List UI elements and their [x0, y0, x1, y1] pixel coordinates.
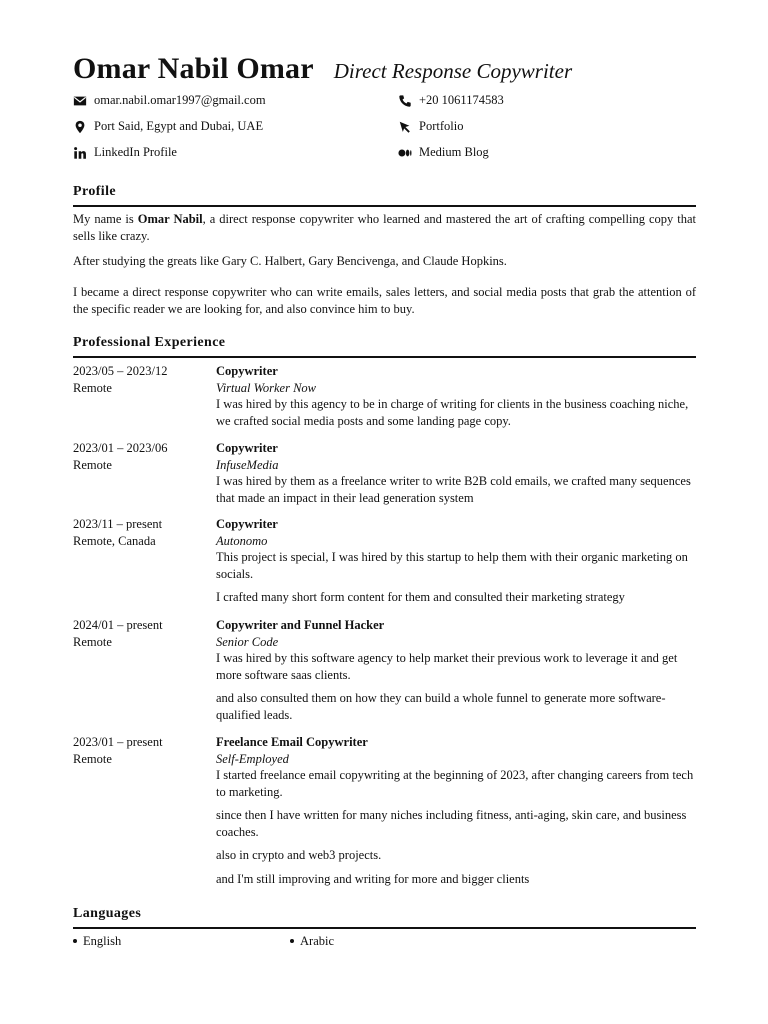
language-item	[290, 934, 334, 949]
language-name: Arabic	[300, 934, 335, 948]
job-company: Virtual Worker Now	[216, 380, 317, 395]
contact-medium[interactable]	[398, 145, 489, 160]
job-title: Copywriter	[216, 517, 278, 531]
job-description: I was hired by this agency to be in charge of writing for clients in the business coaching niche, we crafted social media posts and some landing page copy.	[216, 397, 689, 428]
profile-paragraph-2: After studying the greats like Gary C. Halbert, Gary Bencivenga, and Claude Hopkins.	[73, 254, 507, 268]
bullet-icon	[73, 939, 77, 943]
linkedin-icon	[73, 146, 87, 160]
job-dates: 2024/01 – present	[73, 618, 163, 632]
resume-header	[73, 52, 572, 86]
job-title: Copywriter	[216, 441, 278, 455]
cursor-icon	[398, 120, 412, 134]
job-description: I crafted many short form content for them and consulted their marketing strategy	[216, 590, 625, 604]
job-description: I was hired by them as a freelance writer to write B2B cold emails, we crafted many sequences that made an impact in their lead generation system	[216, 474, 691, 505]
contact-location	[73, 119, 263, 134]
contact-phone[interactable]	[398, 93, 504, 108]
experience-heading: Professional Experience	[73, 335, 696, 358]
mail-icon	[73, 94, 87, 108]
job-title: Copywriter and Funnel Hacker	[216, 618, 385, 632]
phone-text: +20 1061174583	[419, 93, 504, 107]
job-description: This project is special, I was hired by this startup to help them with their organic marketing on socials.	[216, 550, 688, 581]
job-description: I started freelance email copywriting at the beginning of 2023, after changing careers from tech to marketing.	[216, 768, 694, 799]
profile-p1-prefix: My name is	[73, 212, 138, 226]
contact-email[interactable]	[73, 93, 266, 108]
linkedin-link[interactable]: LinkedIn Profile	[94, 145, 177, 159]
profile-p1-suffix: , a direct response copywriter who learned and mastered the art of crafting compelling copy that sells like crazy.	[73, 212, 696, 243]
job-description: I was hired by this software agency to help market their previous work to leverage it and get more software saas clients.	[216, 651, 678, 682]
job-title: Freelance Email Copywriter	[216, 735, 368, 749]
job-company: Autonomo	[216, 533, 268, 548]
job-location: Remote	[73, 751, 112, 766]
job-description: since then I have written for many niches including fitness, anti-aging, skin care, and business coaches.	[216, 808, 687, 839]
contact-portfolio[interactable]	[398, 119, 463, 134]
job-location: Remote	[73, 457, 112, 472]
language-item	[73, 934, 121, 949]
job-company: InfuseMedia	[216, 457, 279, 472]
phone-icon	[398, 94, 412, 108]
job-dates: 2023/11 – present	[73, 517, 163, 531]
profile-p1-name: Omar Nabil	[137, 212, 203, 226]
languages-heading: Languages	[73, 906, 696, 929]
job-dates: 2023/05 – 2023/12	[73, 364, 168, 378]
contact-linkedin[interactable]	[73, 145, 177, 160]
job-description: also in crypto and web3 projects.	[216, 848, 382, 862]
job-company: Senior Code	[216, 634, 279, 649]
profile-heading: Profile	[73, 184, 696, 207]
location-text: Port Said, Egypt and Dubai, UAE	[94, 119, 264, 133]
location-pin-icon	[73, 120, 87, 134]
job-location: Remote	[73, 380, 112, 395]
job-location: Remote, Canada	[73, 533, 156, 548]
candidate-role: Direct Response Copywriter	[333, 59, 573, 83]
medium-icon	[398, 146, 412, 160]
job-title: Copywriter	[216, 364, 278, 378]
email-text: omar.nabil.omar1997@gmail.com	[94, 93, 266, 107]
job-description: and I'm still improving and writing for more and bigger clients	[216, 871, 530, 886]
job-dates: 2023/01 – 2023/06	[73, 441, 168, 455]
profile-paragraph-1	[73, 211, 696, 244]
job-location: Remote	[73, 634, 112, 649]
job-company: Self-Employed	[216, 751, 289, 766]
profile-paragraph-3: I became a direct response copywriter who can write emails, sales letters, and social media posts that grab the attention of the specific reader we are looking for, and also convince him to buy.	[73, 285, 696, 316]
job-description: and also consulted them on how they can build a whole funnel to generate more software-qualified leads.	[216, 691, 666, 722]
portfolio-link[interactable]: Portfolio	[419, 119, 464, 133]
language-name: English	[83, 934, 122, 948]
medium-link[interactable]: Medium Blog	[419, 145, 489, 159]
bullet-icon	[290, 939, 294, 943]
job-dates: 2023/01 – present	[73, 735, 163, 749]
candidate-name: Omar Nabil Omar	[73, 52, 314, 85]
